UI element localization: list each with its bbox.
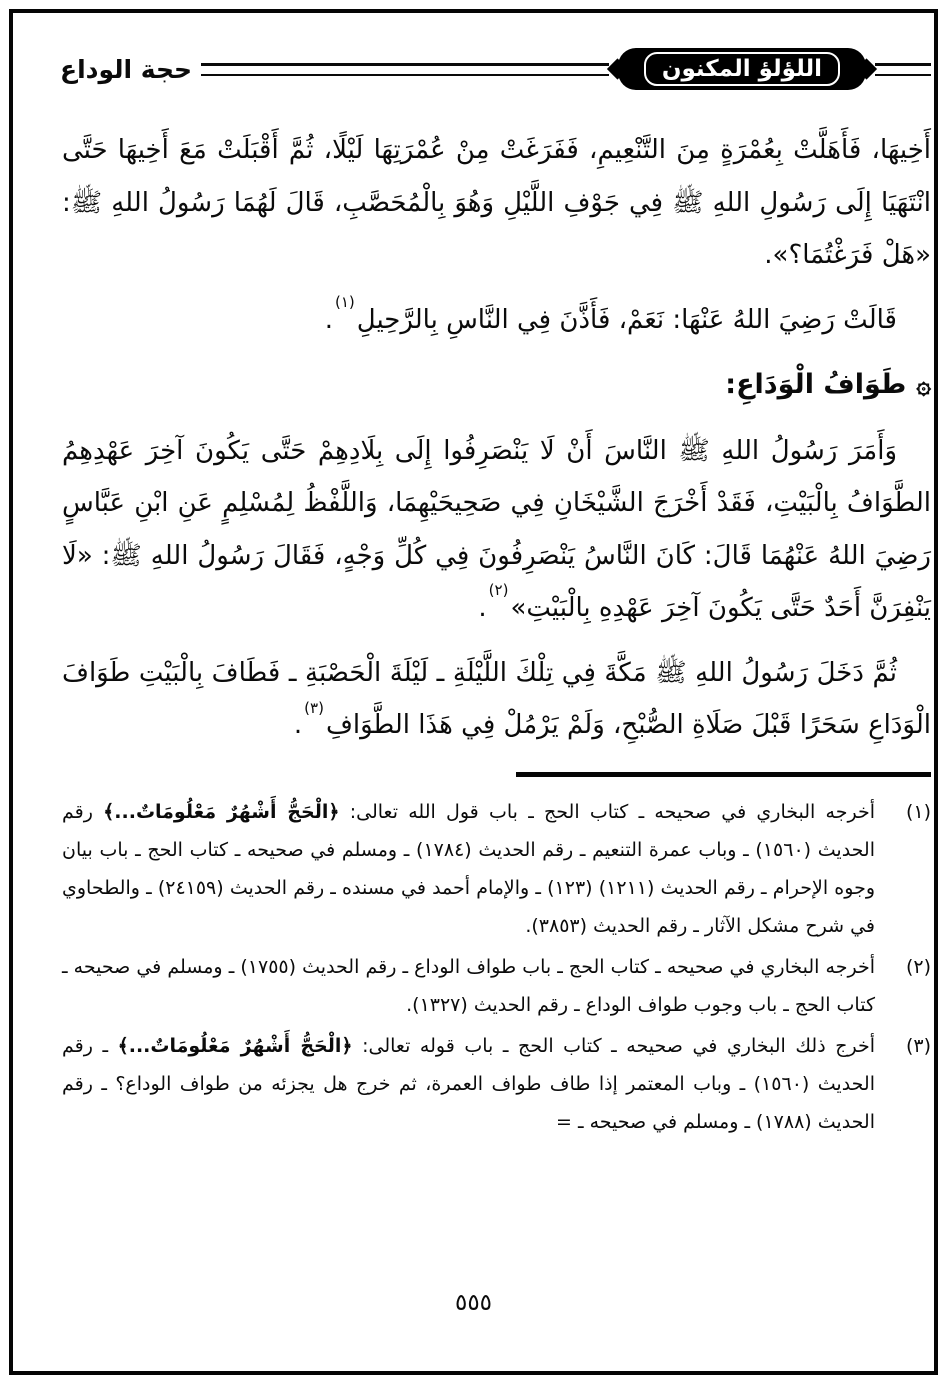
page-border-frame bbox=[9, 9, 938, 1375]
quran-quote: ﴿الْحَجُّ أَشْهُرٌ مَعْلُومَاتٌ...﴾ bbox=[103, 800, 340, 823]
footnote-marker: (٣) bbox=[905, 1034, 931, 1057]
footnote-marker: (٢) bbox=[905, 955, 931, 978]
footnote-text-part: أخرجه البخاري في صحيحه ـ كتاب الحج ـ باب قول الله تعالى: bbox=[339, 800, 875, 823]
chapter-title: حجة الوداع bbox=[60, 54, 193, 84]
footnote-ref: (٣) bbox=[304, 698, 324, 717]
rub-el-hizb-icon: ۞ bbox=[916, 370, 931, 400]
book-title-cartouche bbox=[618, 48, 866, 90]
footnote-ref: (١) bbox=[334, 292, 355, 311]
paragraph-text: أَخِيهَا، فَأَهَلَّتْ بِعُمْرَةٍ مِنَ التَّنْعِيمِ، فَفَرَغَتْ مِنْ عُمْرَتِهَا لَيْلًا، ثُمَّ أَقْبَلَتْ مَعَ أَخِيهَا حَتَّى انْتَهَيَا إِلَى رَسُولِ اللهِ ﷺ فِي جَوْفِ اللَّيْلِ وَهُوَ بِالْمُحَصَّبِ، قَالَ لَهُمَا رَسُولُ اللهِ ﷺ: «هَلْ فَرَغْتُمَا؟». bbox=[62, 135, 931, 271]
page-number: ٥٥٥ bbox=[454, 1290, 493, 1316]
footnote-text-part: رقم الحديث (١٥٦٠) ـ وباب عمرة التنعيم ـ رقم الحديث (١٧٨٤) ـ ومسلم في صحيحه ـ كتاب الحج ـ باب بيان وجوه الإحرام ـ رقم الحديث (١٢١١) (١٢٣) ـ والإمام أحمد في مسنده ـ رقم الحديث (٢٤١٥٩) ـ والطحاوي في شرح مشكل الآثار ـ رقم الحديث (٣٨٥٣). bbox=[62, 800, 876, 937]
paragraph-text: . bbox=[293, 710, 303, 741]
footnote-text-part: ـ رقم الحديث (١٥٦٠) ـ وباب المعتمر إذا طاف طواف العمرة، ثم خرج هل يجزئه من طواف الوداع؟ ـ رقم الحديث (١٧٨٨) ـ ومسلم في صحيحه ـ = bbox=[62, 1034, 875, 1133]
paragraph-text: قَالَتْ رَضِيَ اللهُ عَنْهَا: نَعَمْ، فَأَذَّنَ فِي النَّاسِ بِالرَّحِيلِ bbox=[356, 304, 897, 335]
section-heading-text: طَوَافُ الْوَدَاعِ: bbox=[725, 369, 907, 401]
paragraph-text: وَأَمَرَ رَسُولُ اللهِ ﷺ النَّاسَ أَنْ لَا يَنْصَرِفُوا إِلَى بِلَادِهِمْ حَتَّى يَكُونَ آخِرَ عَهْدِهِمُ الطَّوَافُ بِالْبَيْتِ، فَقَدْ أَخْرَجَ الشَّيْخَانِ فِي صَحِيحَيْهِمَا، وَاللَّفْظُ لِمُسْلِمٍ عَنِ ابْنِ عَبَّاسٍ رَضِيَ اللهُ عَنْهُمَا قَالَ: كَانَ النَّاسُ يَنْصَرِفُونَ فِي كُلِّ وَجْهٍ، فَقَالَ رَسُولُ اللهِ ﷺ: «لَا يَنْفِرَنَّ أَحَدٌ حَتَّى يَكُونَ آخِرَ عَهْدِهِ بِالْبَيْتِ» bbox=[62, 435, 931, 624]
paragraph-text: . bbox=[478, 593, 487, 624]
footnote-marker: (١) bbox=[905, 800, 931, 823]
book-title: اللؤلؤ المكنون bbox=[644, 52, 840, 86]
quran-quote: ﴿الْحَجُّ أَشْهُرٌ مَعْلُومَاتٌ...﴾ bbox=[117, 1034, 353, 1057]
paragraph-text: ثُمَّ دَخَلَ رَسُولُ اللهِ ﷺ مَكَّةَ فِي تِلْكَ اللَّيْلَةِ ـ لَيْلَةَ الْحَصْبَةِ ـ فَطَافَ بِالْبَيْتِ طَوَافَ الْوَدَاعِ سَحَرًا قَبْلَ صَلَاةِ الصُّبْحِ، وَلَمْ يَرْمُلْ فِي هَذَا الطَّوَافِ bbox=[62, 657, 931, 741]
paragraph-text: . bbox=[324, 304, 333, 335]
footnote-text-part: أخرج ذلك البخاري في صحيحه ـ كتاب الحج ـ باب قوله تعالى: bbox=[352, 1034, 875, 1057]
footnote-text-part: أخرجه البخاري في صحيحه ـ كتاب الحج ـ باب طواف الوداع ـ رقم الحديث (١٧٥٥) ـ ومسلم في صحيحه ـ كتاب الحج ـ باب وجوب طواف الوداع ـ رقم الحديث (١٣٢٧). bbox=[62, 955, 875, 1016]
footnote-ref: (٢) bbox=[488, 581, 509, 600]
